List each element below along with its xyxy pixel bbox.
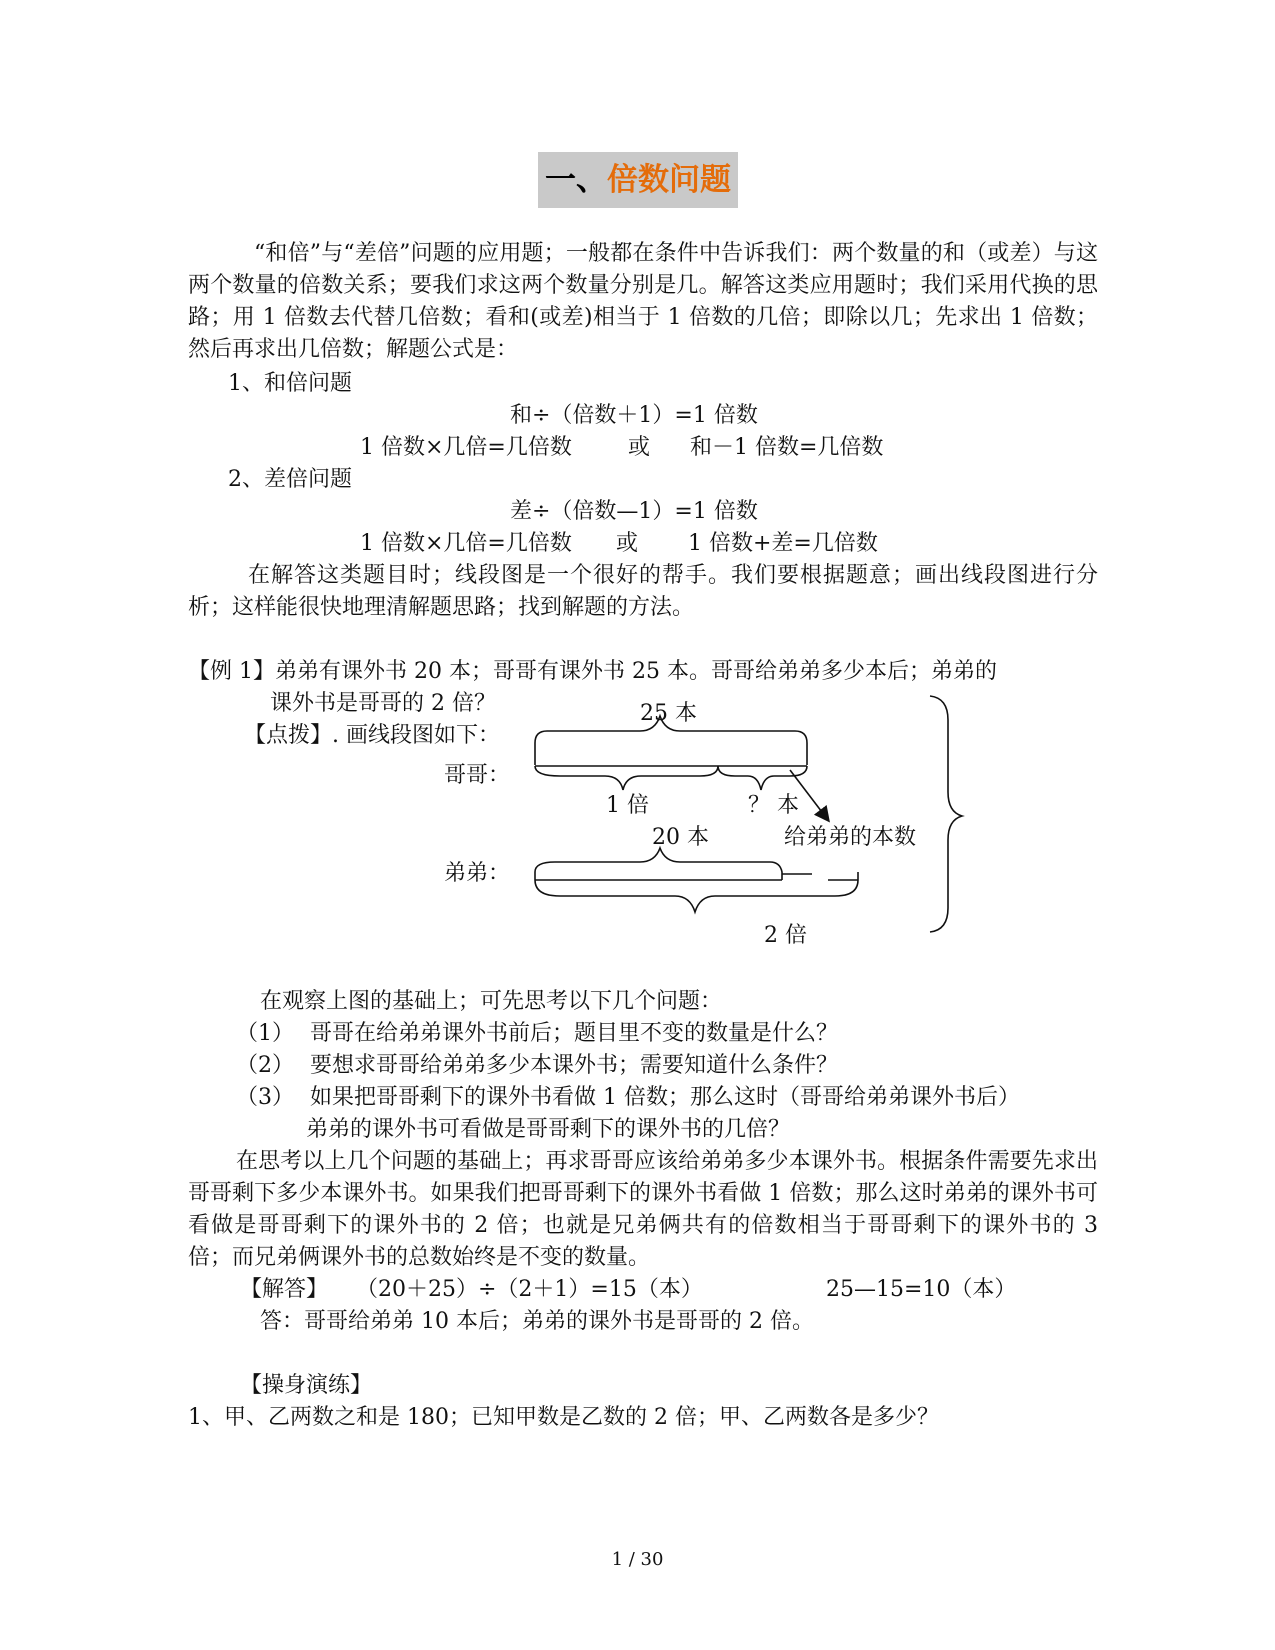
solution-equation-1: （20＋25）÷（2＋1）=15（本） [356,1277,703,1302]
didi-2bei-brace [535,880,858,912]
sum-multiple-heading: 1、和倍问题 [228,371,352,396]
question-2-num: （2） [236,1053,294,1078]
page-number: 1 / 30 [611,1549,664,1570]
gege-1bei-brace [535,766,718,790]
title-text: 倍数问题 [607,162,731,198]
question-3-text: 如果把哥哥剩下的课外书看做 1 倍数；那么这时（哥哥给弟弟课外书后） [310,1085,1020,1110]
question-1-text: 哥哥在给弟弟课外书前后；题目里不变的数量是什么？ [310,1021,839,1046]
title-number: 一、 [545,162,607,198]
solution-answer: 答：哥哥给弟弟 10 本后；弟弟的课外书是哥哥的 2 倍。 [260,1309,814,1334]
example1-line2: 课外书是哥哥的 2 倍？ [270,691,496,716]
sum-formula-2b: 和－1 倍数=几倍数 [690,435,884,460]
diff-formula-2b: 1 倍数+差=几倍数 [688,531,878,556]
diagram-label-didi: 弟弟： [444,861,511,886]
solution-equation-2: 25—15=10（本） [826,1277,1017,1302]
diff-formula-1: 差÷（倍数—1）=1 倍数 [510,499,758,524]
diagram-label-1bei: 1 倍 [606,793,649,818]
diagram-label-2bei: 2 倍 [764,923,807,948]
question-3-continued: 弟弟的课外书可看做是哥哥剩下的课外书的几倍？ [306,1117,791,1142]
question-2-text: 要想求哥哥给弟弟多少本课外书；需要知道什么条件？ [310,1053,839,1078]
question-3-num: （3） [236,1085,294,1110]
sum-formula-1: 和÷（倍数＋1）=1 倍数 [510,403,758,428]
sum-formula-or: 或 [628,435,651,460]
diagram-label-q: ？ 本 [748,793,799,818]
diff-multiple-heading: 2、差倍问题 [228,467,352,492]
diagram-label-20: 20 本 [652,825,709,850]
practice-question-1: 1、甲、乙两数之和是 180；已知甲数是乙数的 2 倍；甲、乙两数各是多少？ [188,1405,939,1430]
example1-line1: 【例 1】弟弟有课外书 20 本；哥哥有课外书 25 本。哥哥给弟弟多少本后；弟弟的 [188,659,997,684]
diagram-label-gege: 哥哥： [444,763,511,788]
questions-intro: 在观察上图的基础上；可先思考以下几个问题： [260,989,723,1014]
diff-formula-or: 或 [616,531,639,556]
diagram-label-give: 给弟弟的本数 [784,825,917,850]
practice-heading: 【操身演练】 [240,1373,373,1398]
segment-note-paragraph: 在解答这类题目时；线段图是一个很好的帮手。我们要根据题意；画出线段图进行分析；这样能很快地理清解题思路；找到解题的方法。 [188,563,1098,620]
gege-q-brace [718,766,807,790]
question-1-num: （1） [236,1021,294,1046]
diagram-label-25: 25 本 [640,701,697,726]
right-large-brace [930,696,962,932]
diff-formula-2a: 1 倍数×几倍=几倍数 [360,531,572,556]
solution-label: 【解答】 [240,1277,329,1302]
example1-hint: 【点拨】. 画线段图如下： [244,723,500,748]
sum-formula-2a: 1 倍数×几倍=几倍数 [360,435,572,460]
analysis-paragraph: 在思考以上几个问题的基础上；再求哥哥应该给弟弟多少本课外书。根据条件需要先求出哥哥剩下多少本课外书。如果我们把哥哥剩下的课外书看做 1 倍数；那么这时弟弟的课外书可看做是哥哥剩下的课外书的 2 倍；也就是兄弟俩共有的倍数相当于哥哥剩下的课外书的 3 倍；而兄弟俩课外书的总数始终是不变的数量。 [188,1149,1098,1270]
intro-paragraph: “和倍”与“差倍”问题的应用题；一般都在条件中告诉我们：两个数量的和（或差）与这两个数量的倍数关系；要我们求这两个数量分别是几。解答这类应用题时；我们采用代换的思路；用 1 倍数去代替几倍数；看和(或差)相当于 1 倍数的几倍；即除以几；先求出 1 倍数；然后再求出几倍数；解题公式是： [188,241,1098,362]
